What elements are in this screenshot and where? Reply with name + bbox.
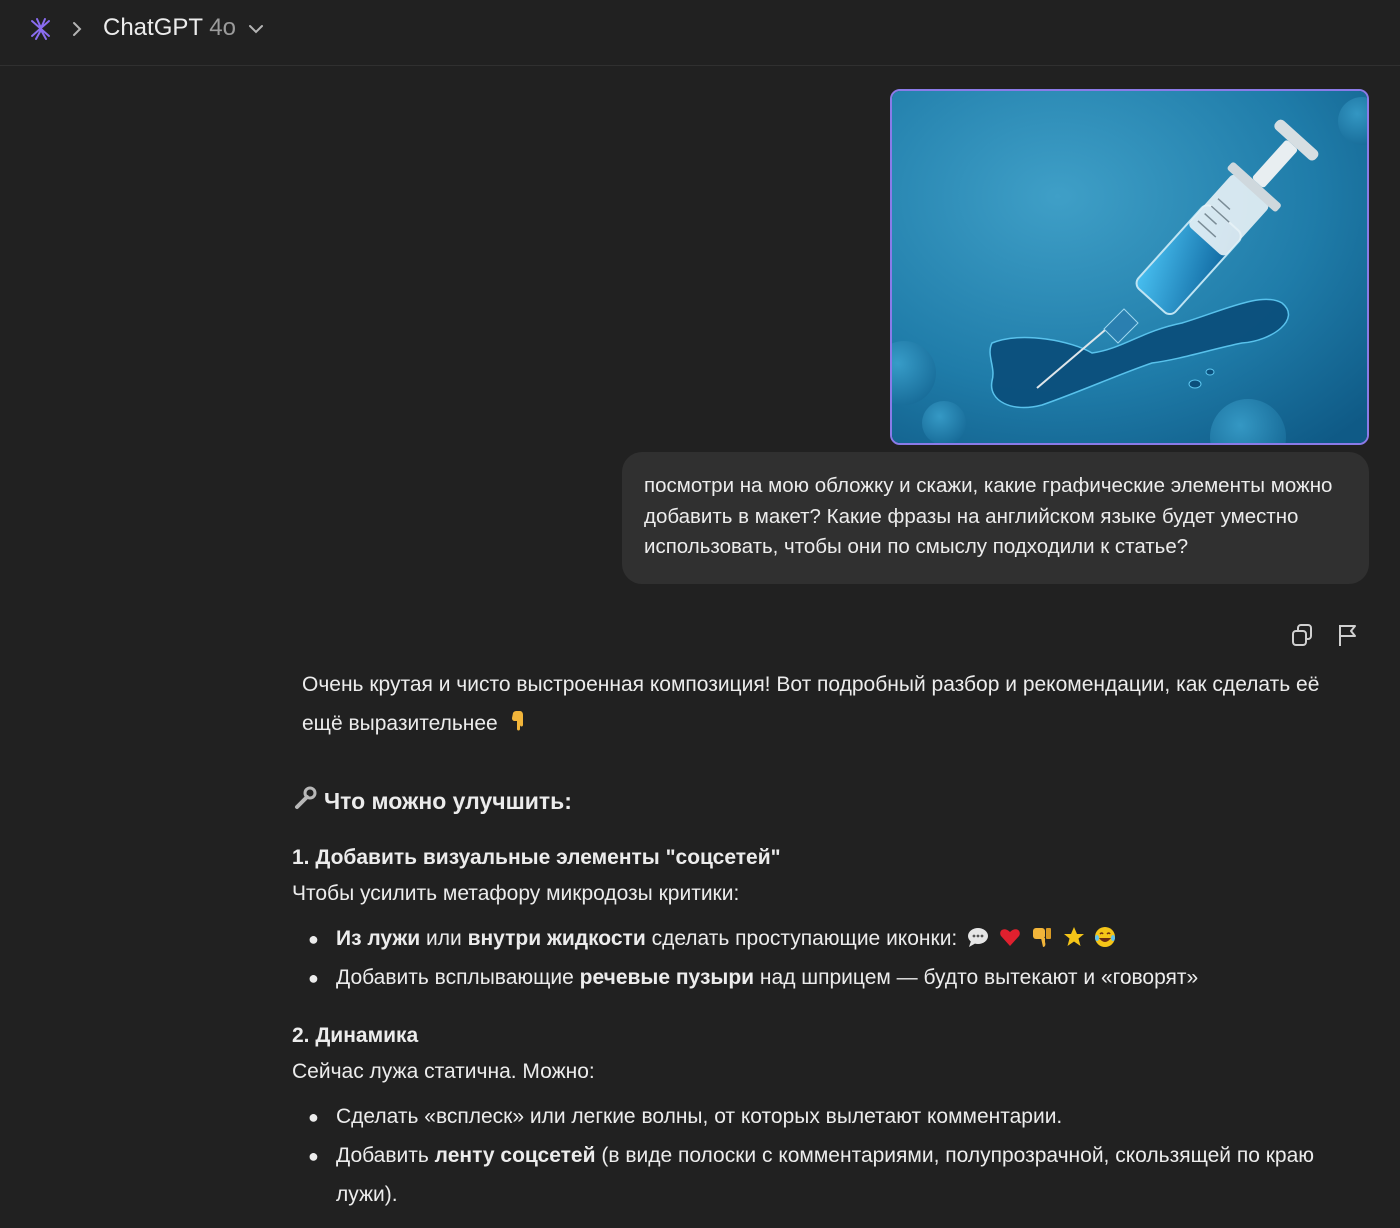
project-plane-icon[interactable] (28, 16, 54, 42)
assistant-intro (302, 666, 1342, 746)
bold-text: речевые пузыри (579, 966, 755, 989)
point-down-emoji-icon (508, 708, 528, 747)
point-1-heading: 1. Добавить визуальные элементы "соцсетей" (292, 846, 781, 869)
uploaded-cover-image[interactable] (890, 89, 1369, 445)
text: сделать проступающие иконки: (645, 927, 958, 950)
list-item (308, 920, 1368, 962)
list-item (308, 959, 1368, 998)
list-item (308, 1137, 1368, 1214)
speech-bubble-emoji-icon (967, 923, 989, 962)
copy-icon[interactable] (1290, 622, 1314, 648)
chevron-down-icon[interactable] (248, 22, 264, 36)
section-heading (292, 785, 572, 817)
bullet: ● (308, 1107, 319, 1127)
syringe-illustration (892, 91, 1367, 443)
breadcrumb-chevron-right-icon (70, 20, 84, 38)
user-message-text: посмотри на мою обложку и скажи, какие графические элементы можно добавить в макет? Какие фразы на английском языке будет уместно использовать, чтобы они по смыслу подходили к статье? (644, 474, 1333, 558)
wrench-icon (292, 785, 318, 817)
text: (в виде полоски с комментариями, полупрозрачной, скользящей по краю лужи). (336, 1144, 1315, 1206)
text: или (420, 927, 468, 950)
bold-text: внутри жидкости (467, 927, 646, 950)
star-emoji-icon (1063, 923, 1085, 962)
point-2-heading: 2. Динамика (292, 1024, 419, 1047)
list-item (308, 1098, 1368, 1137)
section-heading-text: Что можно улучшить: (324, 787, 572, 814)
point-2-lead: Сейчас лужа статична. Можно: (292, 1060, 595, 1083)
heart-emoji-icon (999, 923, 1021, 962)
bullet: ● (308, 1146, 319, 1166)
model-selector[interactable] (103, 14, 236, 42)
intro-text: Очень крутая и чисто выстроенная композиция! Вот подробный разбор и рекомендации, как сделать её ещё выразительнее (302, 673, 1320, 735)
text: Добавить всплывающие (336, 966, 580, 989)
model-name[interactable]: ChatGPT (103, 14, 203, 41)
laughing-emoji-icon (1094, 923, 1116, 962)
thumbs-down-emoji-icon (1031, 923, 1053, 962)
text: Добавить (336, 1144, 435, 1167)
bold-text: ленту соцсетей (434, 1144, 596, 1167)
user-message-bubble (622, 452, 1369, 584)
point-1-lead: Чтобы усилить метафору микродозы критики: (292, 882, 740, 905)
bullet: ● (308, 968, 319, 988)
bullet: ● (308, 929, 319, 949)
flag-icon[interactable] (1336, 622, 1360, 648)
bold-text: Из лужи (336, 927, 421, 950)
top-bar (0, 0, 1400, 66)
text: Сделать «всплеск» или легкие волны, от которых вылетают комментарии. (336, 1105, 1063, 1128)
model-version[interactable]: 4o (209, 14, 236, 41)
text: над шприцем — будто вытекают и «говорят» (754, 966, 1199, 989)
